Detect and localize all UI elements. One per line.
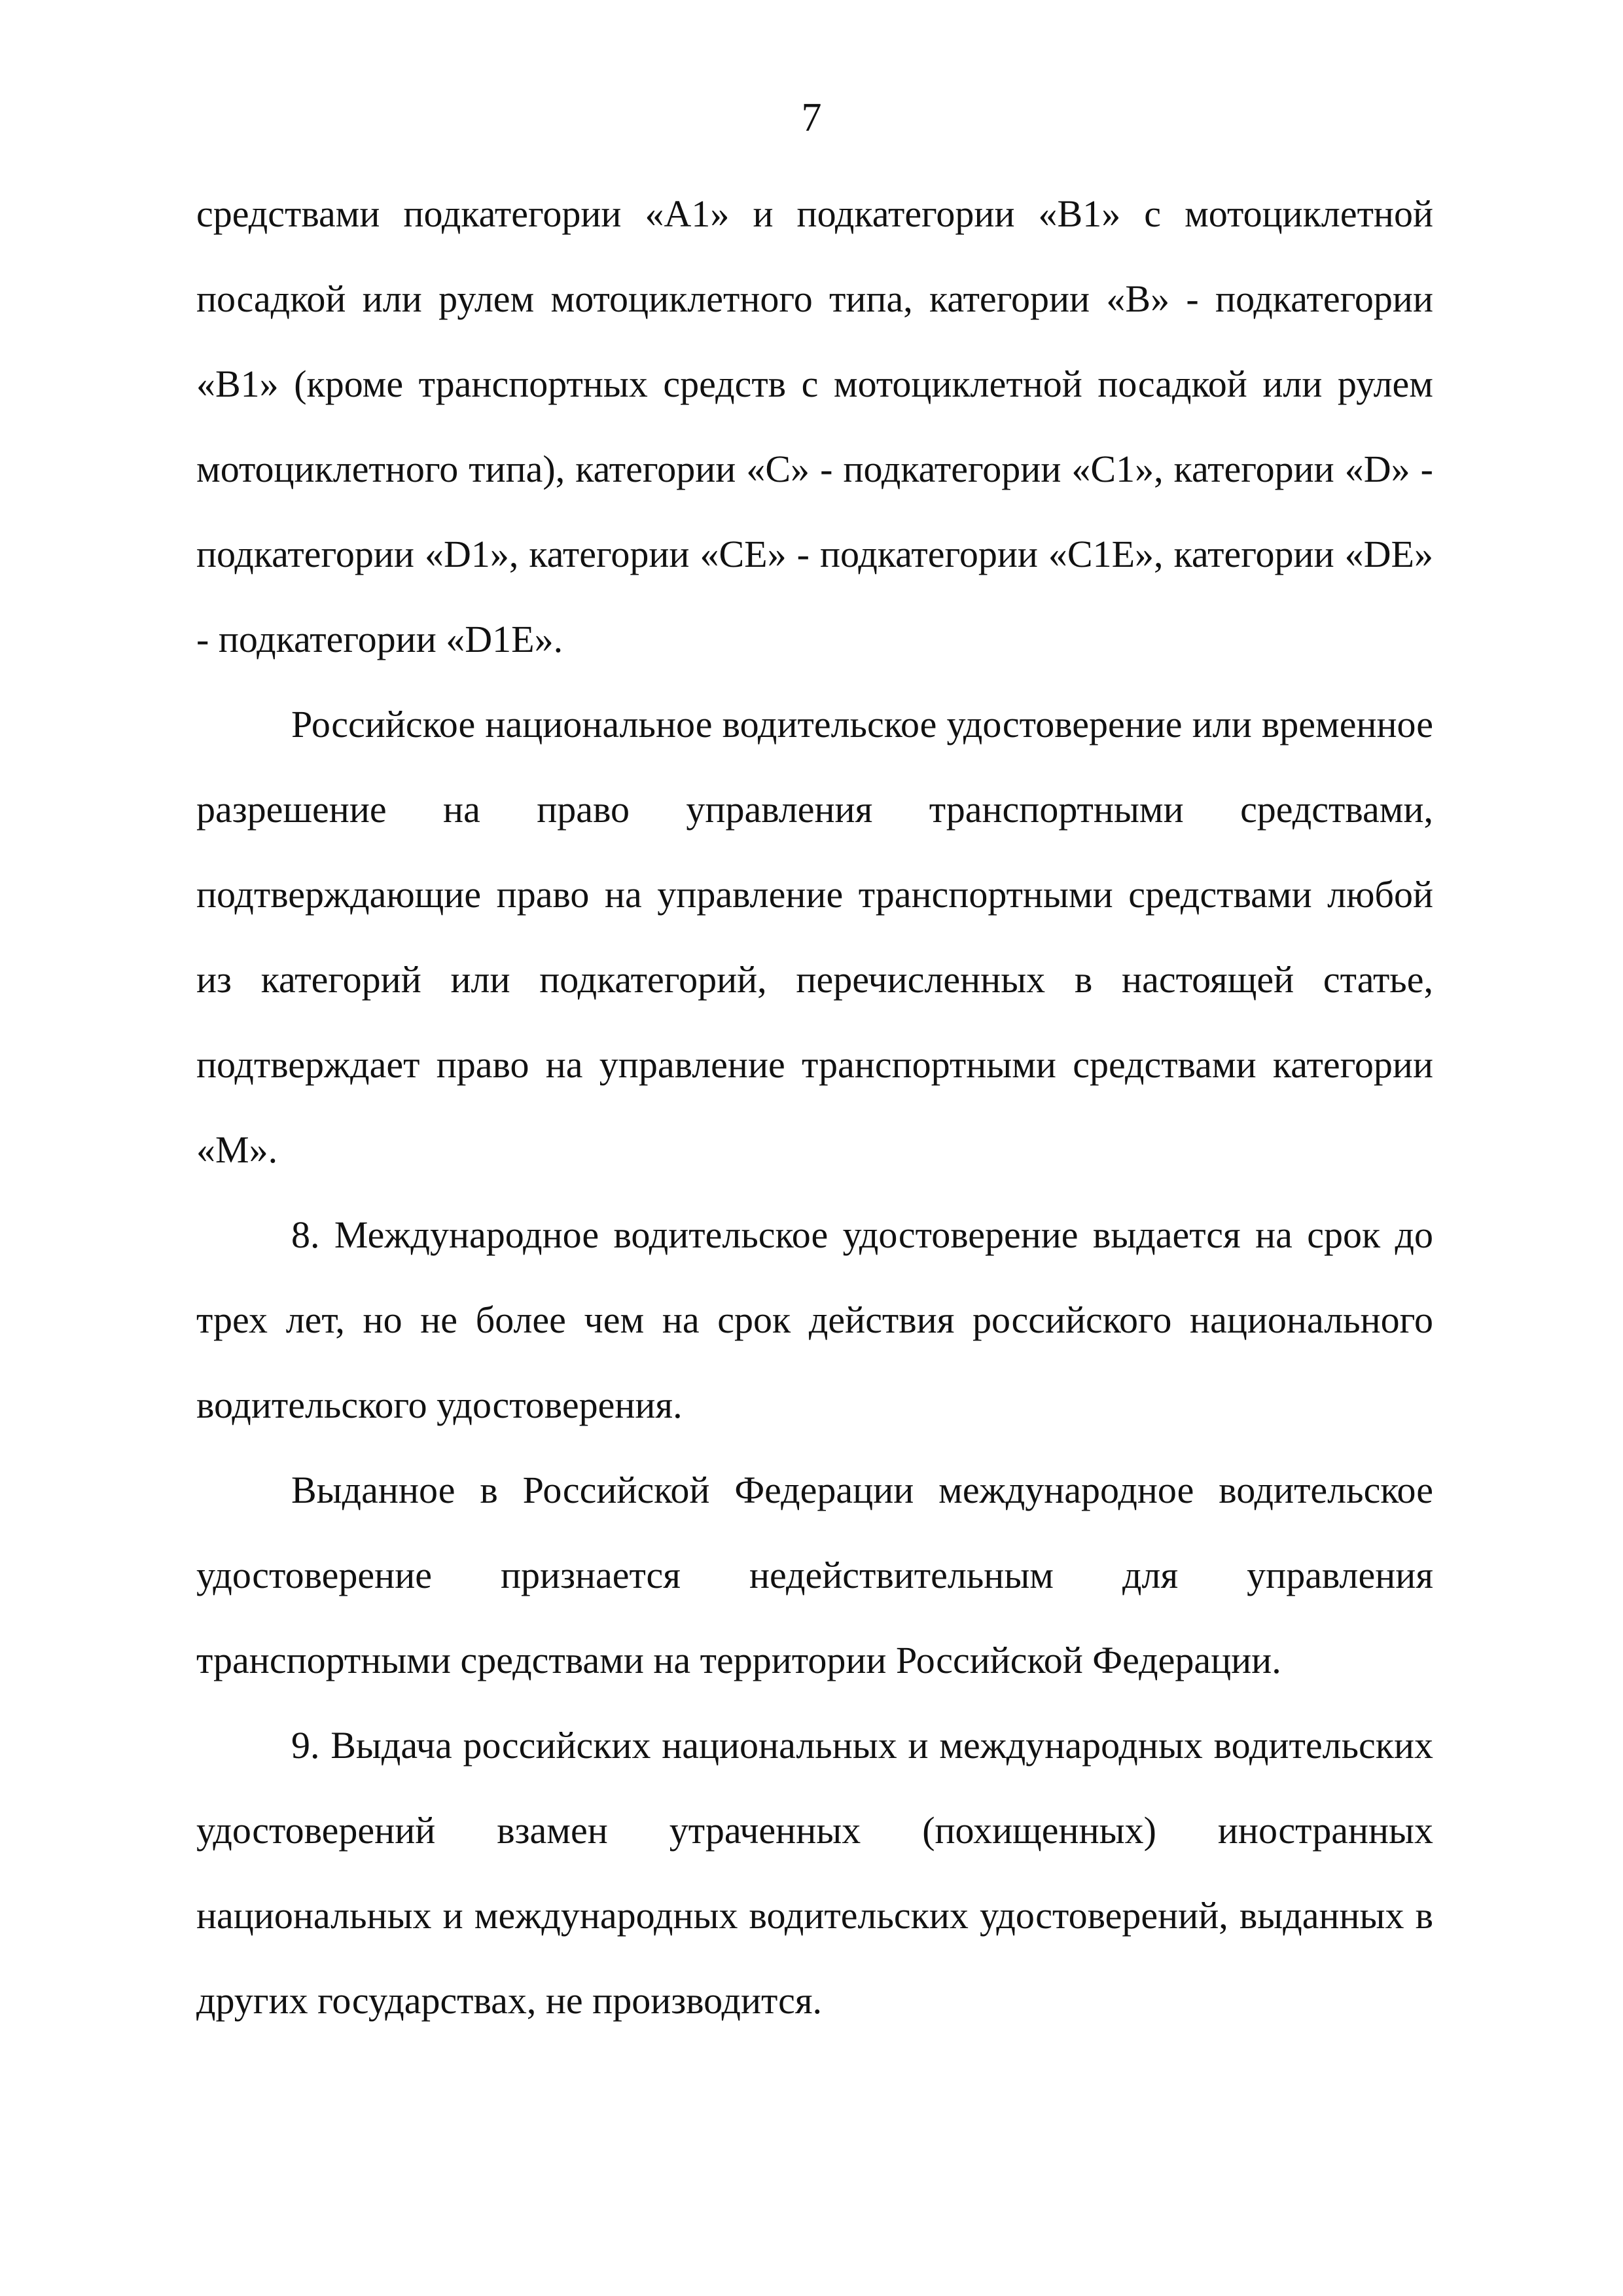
paragraph-international-invalid: Выданное в Российской Федерации международное водительское удостоверение признается недействительным для управления транспортными средствами на территории Российской Федерации. — [196, 1469, 1433, 1681]
page-number: 7 — [801, 96, 822, 140]
paragraph-categories-continuation: средствами подкатегории «A1» и подкатегории «B1» с мотоциклетной посадкой или рулем мотоциклетного типа, категории «B» - подкатегории «B1» (кроме транспортных средств с мотоциклетной посадкой или рулем мотоциклетного типа), категории «C» - подкатегории «C1», категории «D» - подкатегории «D1», категории «CE» - подкатегории «C1E», категории «DE» - подкатегории «D1E». — [196, 192, 1433, 660]
document-body — [196, 171, 1433, 2043]
paragraph-national-license: Российское национальное водительское удостоверение или временное разрешение на право управления транспортными средствами, подтверждающие право на управление транспортными средствами любой из категорий или подкатегорий, перечисленных в настоящей статье, подтверждает право на управление транспортными средствами категории «M». — [196, 703, 1433, 1171]
paragraph-item-9: 9. Выдача российских национальных и международных водительских удостоверений взамен утраченных (похищенных) иностранных национальных и международных водительских удостоверений, выданных в других государствах, не производится. — [196, 1724, 1433, 2022]
paragraph-item-8: 8. Международное водительское удостоверение выдается на срок до трех лет, но не более чем на срок действия российского национального водительского удостоверения. — [196, 1213, 1433, 1426]
